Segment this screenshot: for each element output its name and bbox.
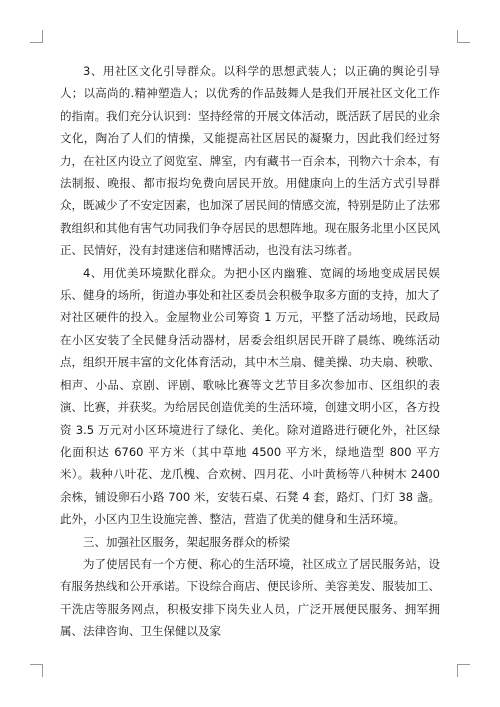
section-heading: 三、加强社区服务，架起服务群众的桥梁 [83, 534, 290, 549]
paragraph-service: 为了使居民有一个方便、称心的生活环境，社区成立了居民服务站，设有服务热线和公开承诺。下设综合商店、便民诊所、美容美发、服装加工、干洗店等服务网点，积极安排下岗失业人员，广泛开展便民服务、拥军拥属、法律咨询、卫生保健以及家 [60, 556, 440, 639]
crop-mark-top-right [457, 30, 470, 43]
paragraph-environment: 4、用优美环境默化群众。为把小区内幽雅、宽阔的场地变成居民娱乐、健身的场所，街道办事处和社区委员会积极争取多方面的支持，加大了对社区硬件的投入。金屋物业公司筹资 1 万元，平整了活动场地，民政局在小区安装了全民健身活动器材，居委会组织居民开辟了晨练、晚练活动点，组织开展丰富的文化体育活动，其中木兰扇、健美操、功夫扇、秧歌、相声、小品、京剧、评剧、歌咏比赛等文艺节目多次参加市、区组织的表演、比赛，并获奖。为给居民创造优美的生活环境，创建文明小区，各方投资 3.5 万元对小区环境进行了绿化、美化。除对道路进行硬化外，社区绿化面积达 6760 平方米（其中草地 4500 平方米，绿地造型 800 平方米）。栽种八叶花、龙爪槐、合欢树、四月花、小叶黄杨等八种树木 2400 余株，铺设卵石小路 700 米，安装石桌、石凳 4 套，路灯、门灯 38 盏。此外，小区内卫生设施完善、整洁，营造了优美的健身和生活环境。 [60, 265, 440, 527]
crop-mark-bottom-left [30, 664, 43, 677]
crop-mark-top-left [30, 30, 43, 43]
paragraph-culture: 3、用社区文化引导群众。以科学的思想武装人；以正确的舆论引导人；以高尚的.精神塑造人；以优秀的作品鼓舞人是我们开展社区文化工作的指南。我们充分认识到：坚持经常的开展文体活动，既活跃了居民的业余文化，陶冶了人们的情操，又能提高社区居民的凝聚力，因此我们经过努力，在社区内设立了阅览室、牌室，内有藏书一百余本，刊物六十余本，有法制报、晚报、都市报均免费向居民开放。用健康向上的生活方式引导群众，既减少了不安定因素，也加深了居民间的情感交流，特别是防止了法邪教组织和其他有害气功同我们争夺居民的思想阵地。现在服务北里小区民风正、民情好，没有封建迷信和赌博活动，也没有法习练者。 [60, 64, 440, 258]
crop-mark-bottom-right [457, 664, 470, 677]
document-body [60, 60, 440, 643]
